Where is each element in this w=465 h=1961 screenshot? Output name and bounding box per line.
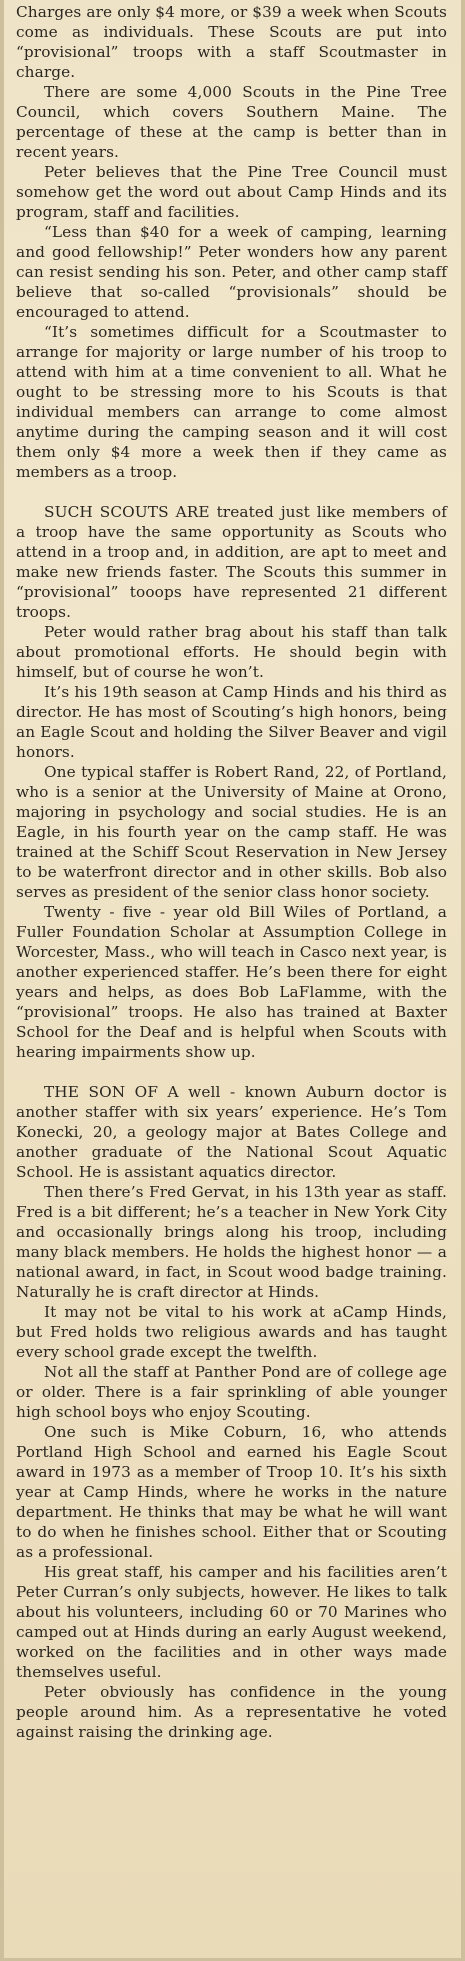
paragraph: His great staff, his camper and his facilities aren’t Peter Curran’s only subjects, however. He likes to talk about his volunteers, including 60 or 70 Marines who camped out at Hinds during an early August weekend, worked on the facilities and in other ways made themselves useful. <box>16 1563 447 1681</box>
paragraph: “Less than $40 for a week of camping, learning and good fellowship!” Peter wonders how any parent can resist sending his son. Peter, and other camp staff believe that so-called “provisionals” should be encouraged to attend. <box>16 223 447 321</box>
section-break <box>16 1062 447 1082</box>
paragraph: It may not be vital to his work at aCamp Hinds, but Fred holds two religious awards and has taught every school grade except the twelfth. <box>16 1303 447 1361</box>
paragraph: There are some 4,000 Scouts in the Pine Tree Council, which covers Southern Maine. The percentage of these at the camp is better than in recent years. <box>16 83 447 161</box>
paragraph: Twenty - five - year old Bill Wiles of Portland, a Fuller Foundation Scholar at Assumption College in Worcester, Mass., who will teach in Casco next year, is another experienced staffer. He’s been there for eight years and helps, as does Bob LaFlamme, with the “provisional” troops. He also has trained at Baxter School for the Deaf and is helpful when Scouts with hearing impairments show up. <box>16 903 447 1061</box>
paragraph: Peter believes that the Pine Tree Council must somehow get the word out about Camp Hinds and its program, staff and facilities. <box>16 163 447 221</box>
paragraph: One such is Mike Coburn, 16, who attends Portland High School and earned his Eagle Scout award in 1973 as a member of Troop 10. It’s his sixth year at Camp Hinds, where he works in the nature department. He thinks that may be what he will want to do when he finishes school. Either that or Scouting as a professional. <box>16 1423 447 1561</box>
section-break <box>16 482 447 502</box>
newspaper-clipping <box>4 0 461 1958</box>
section-lead-paragraph: SUCH SCOUTS ARE treated just like members of a troop have the same opportunity as Scouts who attend in a troop and, in addition, are apt to meet and make new friends faster. The Scouts this summer in “provisional” tooops have represented 21 different troops. <box>16 503 447 621</box>
paragraph: One typical staffer is Robert Rand, 22, of Portland, who is a senior at the University of Maine at Orono, majoring in psychology and social studies. He is an Eagle, in his fourth year on the camp staff. He was trained at the Schiff Scout Reservation in New Jersey to be waterfront director and in other skills. Bob also serves as president of the senior class honor society. <box>16 763 447 901</box>
section-lead-paragraph: THE SON OF A well - known Auburn doctor is another staffer with six years’ experience. He’s Tom Konecki, 20, a geology major at Bates College and another graduate of the National Scout Aquatic School. He is assistant aquatics director. <box>16 1083 447 1181</box>
paragraph: Not all the staff at Panther Pond are of college age or older. There is a fair sprinkling of able younger high school boys who enjoy Scouting. <box>16 1363 447 1421</box>
paragraph: Peter obviously has confidence in the young people around him. As a representative he voted against raising the drinking age. <box>16 1683 447 1741</box>
paragraph: “It’s sometimes difficult for a Scoutmaster to arrange for majority or large number of his troop to attend with him at a time convenient to all. What he ought to be stressing more to his Scouts is that individual members can arrange to come almost anytime during the camping season and it will cost them only $4 more a week then if they came as members as a troop. <box>16 323 447 481</box>
paragraph: Peter would rather brag about his staff than talk about promotional efforts. He should begin with himself, but of course he won’t. <box>16 623 447 681</box>
paragraph: It’s his 19th season at Camp Hinds and his third as director. He has most of Scouting’s high honors, being an Eagle Scout and holding the Silver Beaver and vigil honors. <box>16 683 447 761</box>
paragraph: Then there’s Fred Gervat, in his 13th year as staff. Fred is a bit different; he’s a teacher in New York City and occasionally brings along his troop, including many black members. He holds the highest honor — a national award, in fact, in Scout wood badge training. Naturally he is craft director at Hinds. <box>16 1183 447 1301</box>
paragraph: Charges are only $4 more, or $39 a week when Scouts come as individuals. These Scouts are put into “provisional” troops with a staff Scoutmaster in charge. <box>16 3 447 81</box>
